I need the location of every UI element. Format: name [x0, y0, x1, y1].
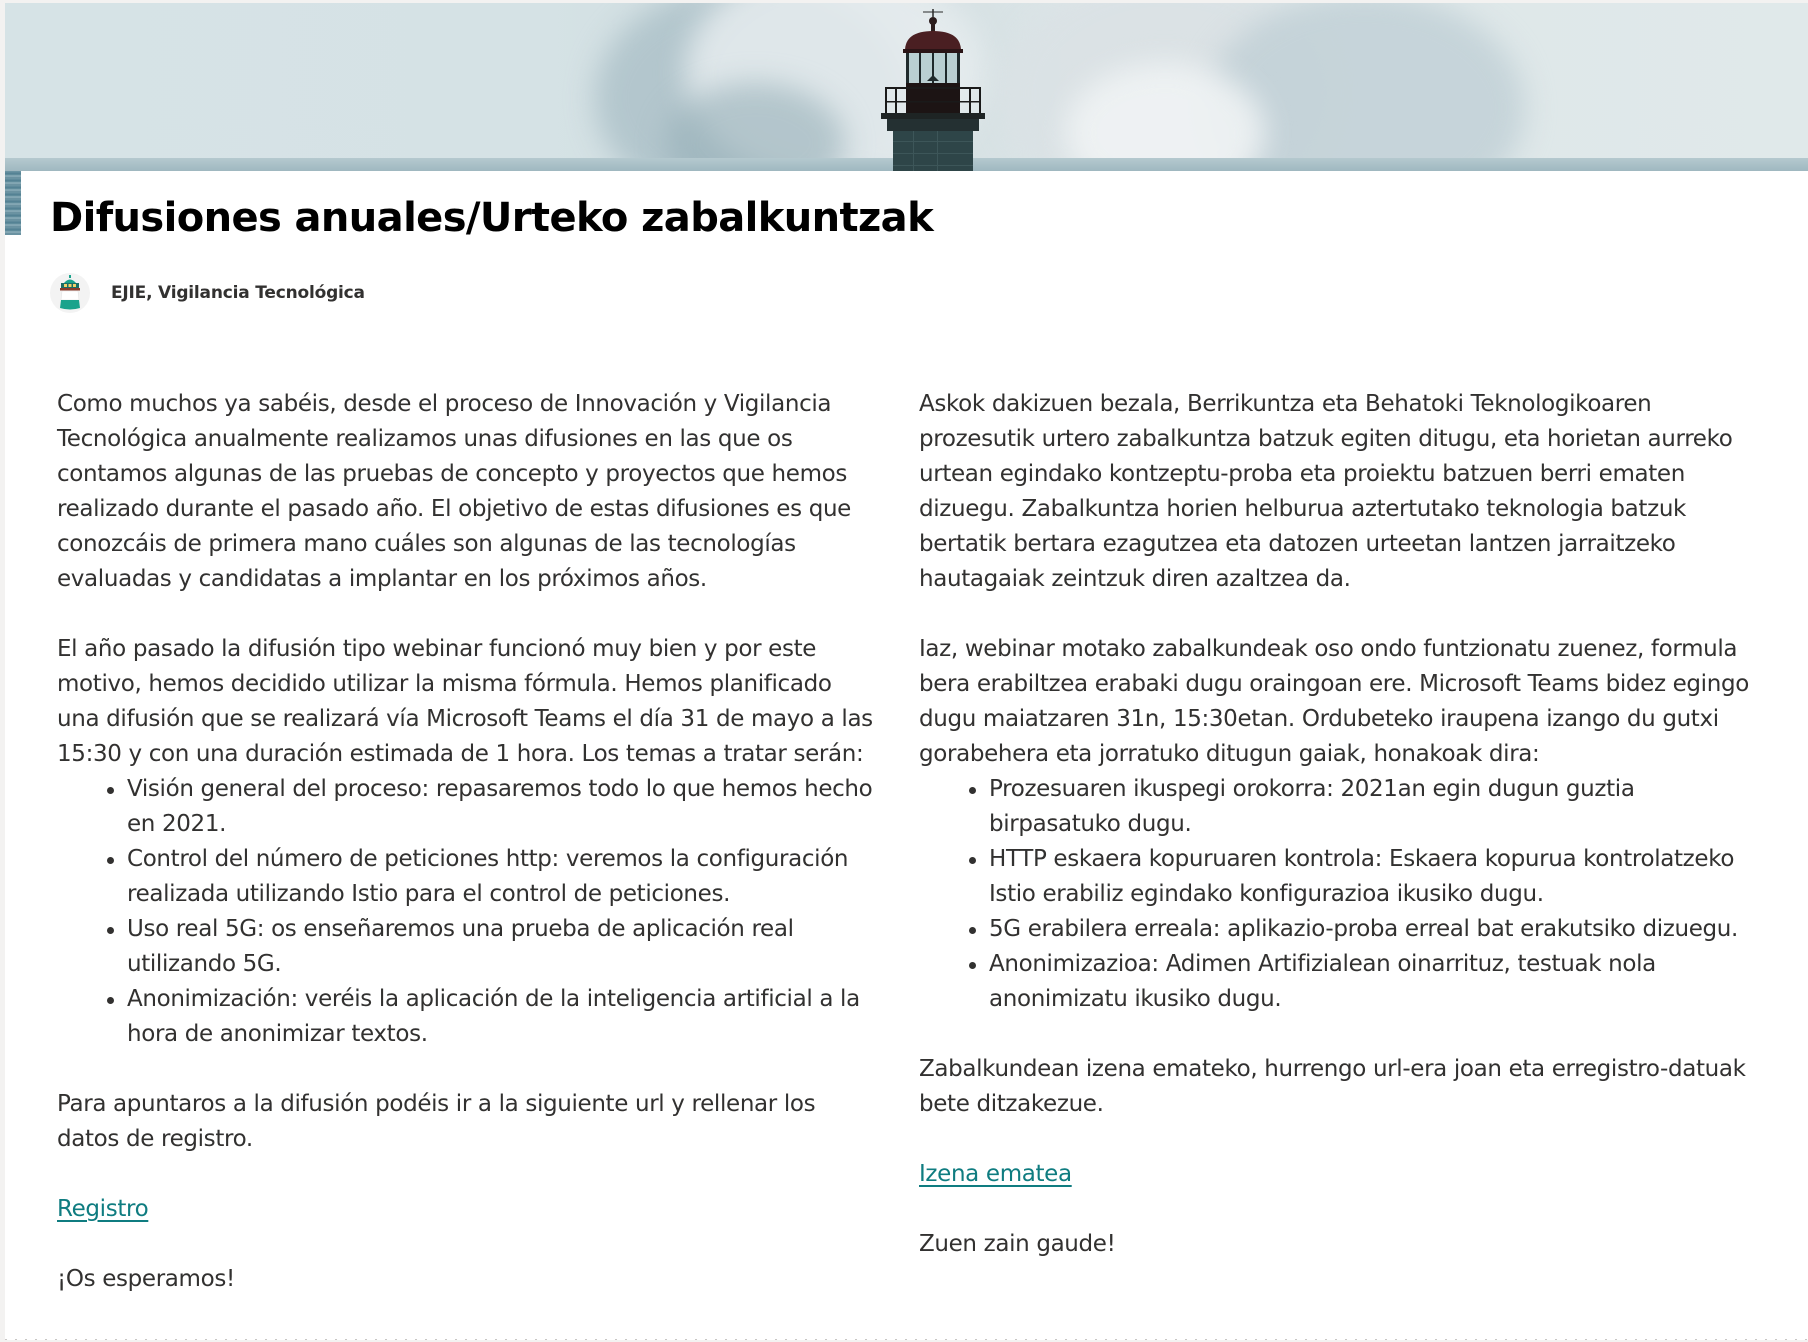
list-item: Anonimización: veréis la aplicación de la inteligencia artificial a la hora de anonimizar textos. [127, 982, 877, 1052]
registro-link[interactable]: Registro [57, 1196, 149, 1222]
page-bottom-divider [5, 1339, 1808, 1340]
list-item: Uso real 5G: os enseñaremos una prueba de aplicación real utilizando 5G. [127, 912, 877, 982]
page-title: Difusiones anuales/Urteko zabalkuntzak [50, 195, 934, 241]
list-item: Prozesuaren ikuspegi orokorra: 2021an egin dugun guztia birpasatuko dugu. [989, 772, 1749, 842]
closing-text: ¡Os esperamos! [57, 1266, 235, 1292]
intro-paragraph: Askok dakizuen bezala, Berrikuntza eta Behatoki Teknologikoaren prozesutik urtero zabalkuntza batzuk egiten ditugu, eta horietan aurreko urtean egindako kontzeptu-proba eta proiektu batzuen berri ematen dizuegu. Zabalkuntza horien helburua aztertutako teknologia batzuk bertatik bertara ezagutzea eta datozen urteetan lantzen jarraitzeko hautagaiak zeintzuk diren azaltzea da. [919, 391, 1733, 592]
list-item: Anonimizazioa: Adimen Artifizialean oinarrituz, testuak nola anonimizatu ikusiko dugu. [989, 947, 1749, 1017]
closing-text: Zuen zain gaude! [919, 1231, 1116, 1257]
list-item: 5G erabilera erreala: aplikazio-proba erreal bat erakutsiko dizuegu. [989, 912, 1749, 947]
lighthouse-hero-image [873, 7, 993, 171]
spanish-column [57, 387, 877, 1332]
topics-list [57, 772, 877, 1052]
hero-banner [5, 3, 1808, 171]
article-card [21, 171, 1808, 1340]
webinar-paragraph: El año pasado la difusión tipo webinar funcionó muy bien y por este motivo, hemos decidido utilizar la misma fórmula. Hemos planificado una difusión que se realizará vía Microsoft Teams el día 31 de mayo a las 15:30 y con una duración estimada de 1 hora. Los temas a tratar serán: [57, 636, 873, 767]
topics-list [919, 772, 1749, 1017]
list-item: Control del número de peticiones http: veremos la configuración realizada utilizando Istio para el control de peticiones. [127, 842, 877, 912]
list-item: Visión general del proceso: repasaremos todo lo que hemos hecho en 2021. [127, 772, 877, 842]
list-item: HTTP eskaera kopuruaren kontrola: Eskaera kopurua kontrolatzeko Istio erabiliz egindako konfigurazioa ikusiko dugu. [989, 842, 1749, 912]
hero-edge-waves [5, 171, 21, 235]
avatar[interactable] [50, 273, 90, 313]
news-page [5, 3, 1808, 1340]
author-name[interactable]: EJIE, Vigilancia Tecnológica [111, 283, 365, 303]
webinar-paragraph: Iaz, webinar motako zabalkundeak oso ondo funtzionatu zuenez, formula bera erabiltzea erabaki dugu oraingoan ere. Microsoft Teams bidez egingo dugu maiatzaren 31n, 15:30etan. Ordubeteko iraupena izango du gutxi gorabehera eta jorratuko ditugun gaiak, honakoak dira: [919, 636, 1749, 767]
registration-paragraph: Para apuntaros a la difusión podéis ir a la siguiente url y rellenar los datos de registro. [57, 1091, 816, 1152]
author-byline[interactable] [50, 271, 365, 315]
lighthouse-icon [57, 275, 83, 311]
izena-ematea-link[interactable]: Izena ematea [919, 1161, 1072, 1187]
registration-paragraph: Zabalkundean izena emateko, hurrengo url-era joan eta erregistro-datuak bete ditzakezue. [919, 1056, 1746, 1117]
intro-paragraph: Como muchos ya sabéis, desde el proceso de Innovación y Vigilancia Tecnológica anualmente realizamos unas difusiones en las que os contamos algunas de las pruebas de concepto y proyectos que hemos realizado durante el pasado año. El objetivo de estas difusiones es que conozcáis de primera mano cuáles son algunas de las tecnologías evaluadas y candidatas a implantar en los próximos años. [57, 391, 851, 592]
basque-column [919, 387, 1749, 1297]
